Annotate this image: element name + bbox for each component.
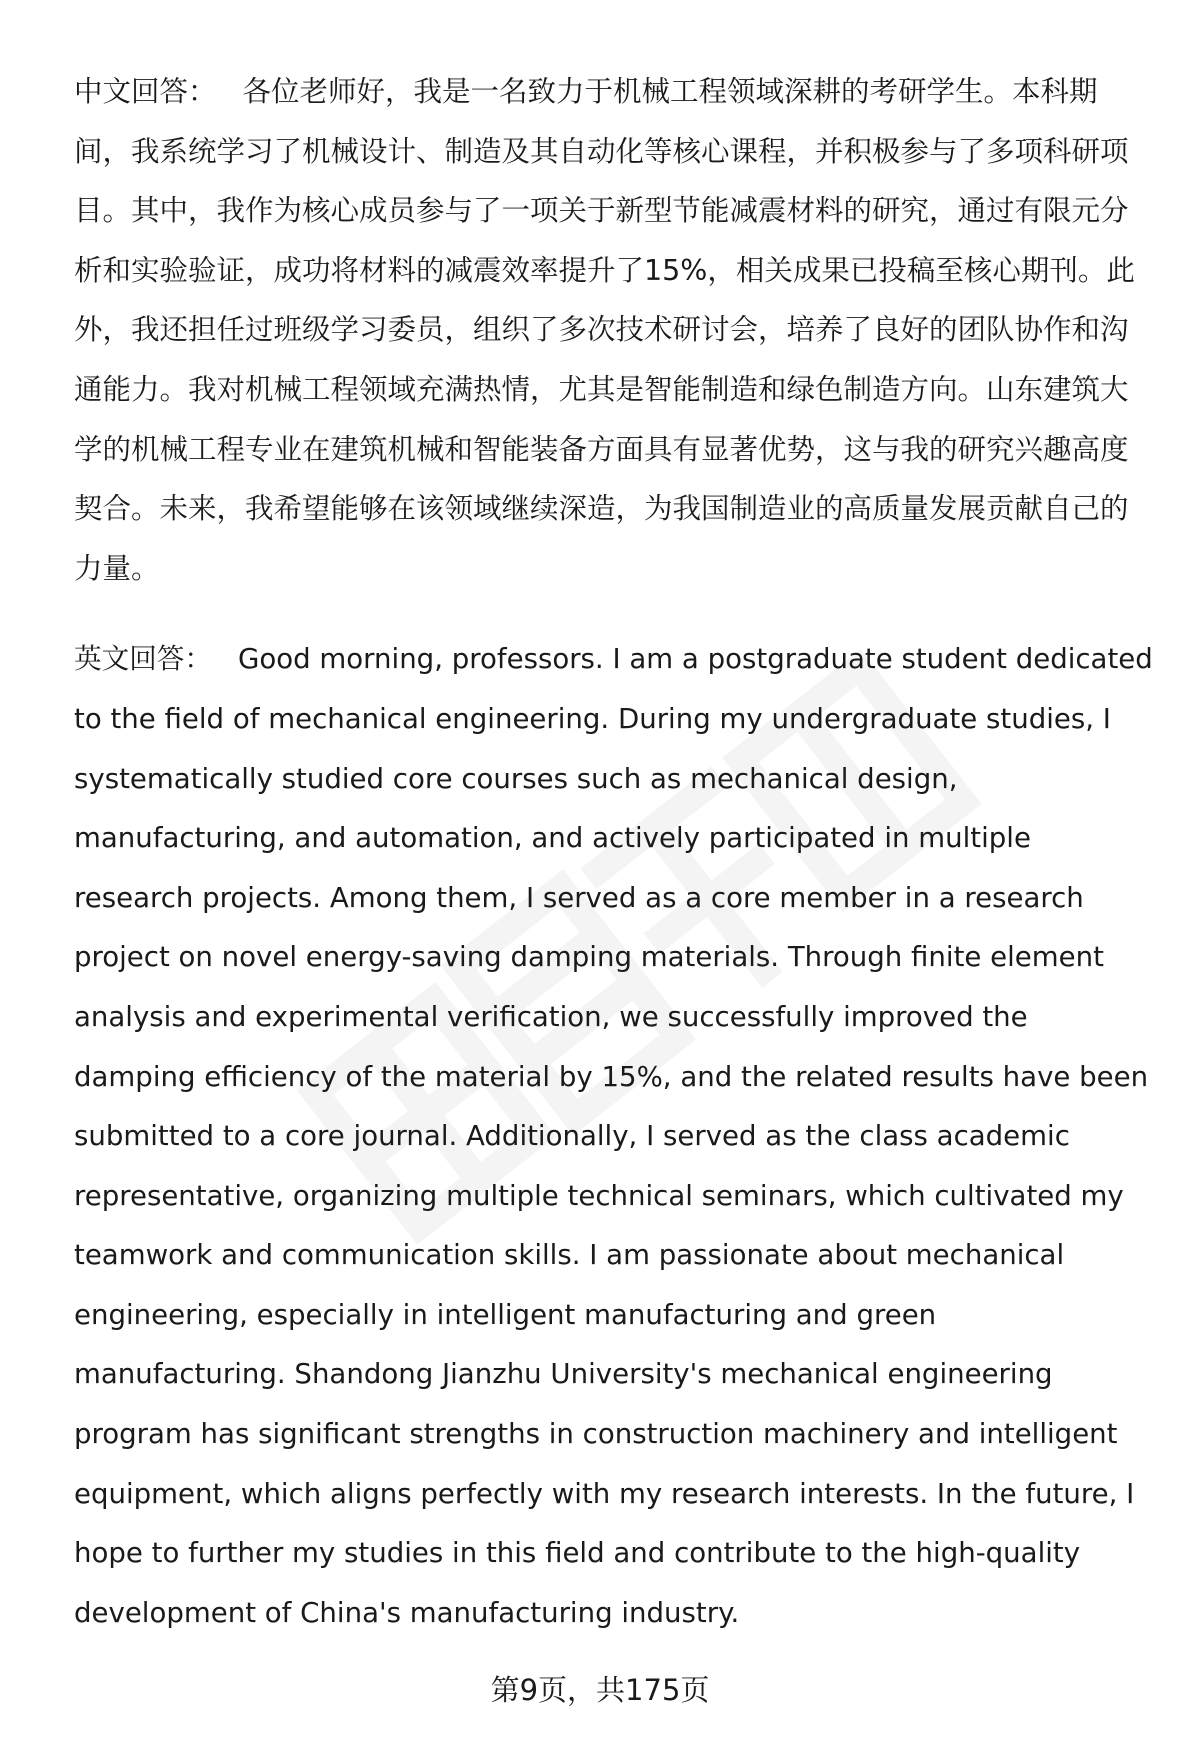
english-answer-text: Good morning, professors. I am a postgraduate student dedicated to the field of mechanical engineering. During my undergraduate studies, I systematically studied core courses such as mechanical design, manufacturing, and automation, and actively participated in multiple research projects. Among them, I served as a core member in a research project on novel energy-saving damping materials. Through finite element analysis and experimental verification, we successfully improved the damping efficiency of the material by 15%, and the related results have been submitted to a core journal. Additionally, I served as the class academic representative, organizing multiple technical seminars, which cultivated my teamwork and communication skills. I am passionate about mechanical engineering, especially in intelligent manufacturing and green manufacturing. Shandong Jianzhu University's mechanical engineering program has significant strengths in construction machinery and intelligent equipment, which aligns perfectly with my research interests. In the future, I hope to further my studies in this field and contribute to the high-quality development of China's manufacturing industry. <box>74 642 1153 1629</box>
chinese-answer-text: 各位老师好，我是一名致力于机械工程领域深耕的考研学生。本科期间，我系统学习了机械设计、制造及其自动化等核心课程，并积极参与了多项科研项目。其中，我作为核心成员参与了一项关于新型节能减震材料的研究，通过有限元分析和实验验证，成功将材料的减震效率提升了15%，相关成果已投稿至核心期刊。此外，我还担任过班级学习委员，组织了多次技术研讨会，培养了良好的团队协作和沟通能力。我对机械工程领域充满热情，尤其是智能制造和绿色制造方向。山东建筑大学的机械工程专业在建筑机械和智能装备方面具有显著优势，这与我的研究兴趣高度契合。未来，我希望能够在该领域继续深造，为我国制造业的高质量发展贡献自己的力量。 <box>74 75 1135 585</box>
english-answer <box>74 629 1154 1642</box>
english-answer-label: 英文回答： <box>74 642 212 676</box>
page-indicator: 第9页，共175页 <box>490 1673 710 1707</box>
document-body <box>74 62 1154 1642</box>
chinese-answer-label: 中文回答： <box>74 75 217 108</box>
chinese-answer <box>74 62 1154 598</box>
